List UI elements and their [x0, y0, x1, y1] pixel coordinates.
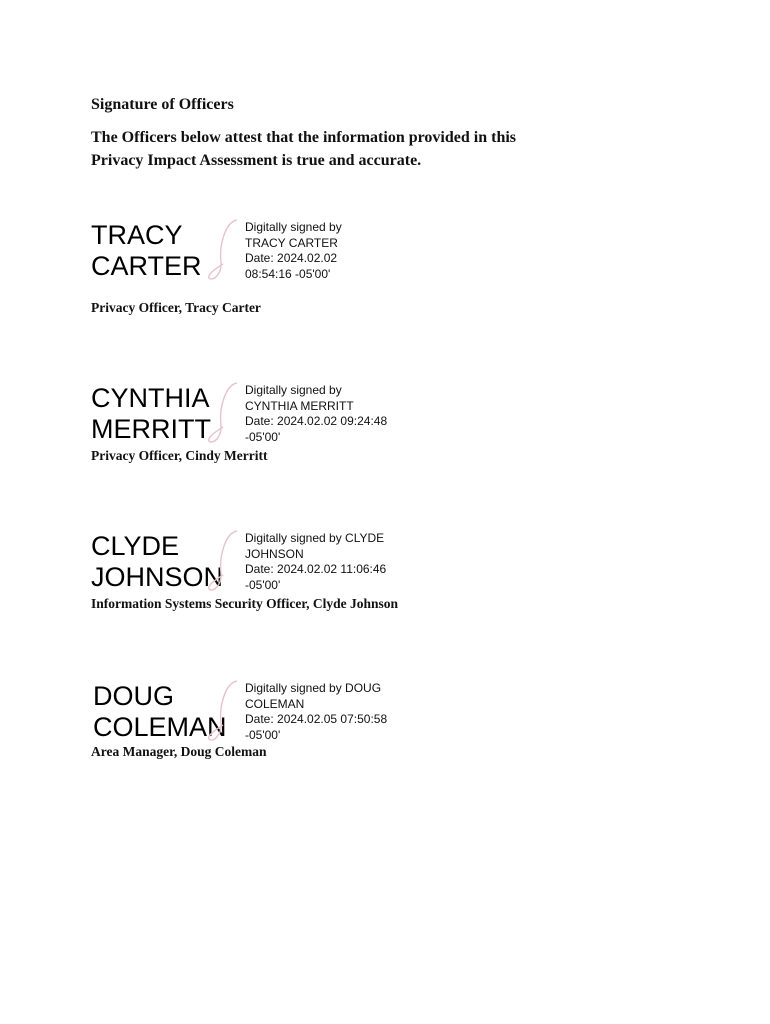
signature-details [245, 531, 386, 593]
signature-block-tracy-carter [91, 220, 551, 310]
signer-name [91, 383, 211, 445]
signature-detail-line: Date: 2024.02.02 11:06:46 [245, 562, 387, 576]
signer-title-caption: Area Manager, Doug Coleman [91, 744, 267, 759]
signer-name-line: COLEMAN [93, 712, 227, 742]
digital-signature-mark-icon [207, 527, 243, 597]
signature-detail-line: -05'00' [245, 727, 281, 742]
section-title: Signature of Officers [91, 96, 234, 113]
signature-detail-line: CYNTHIA MERRITT [245, 398, 354, 413]
signature-detail-line: Date: 2024.02.02 09:24:48 [245, 414, 388, 428]
signer-name-line: DOUG [93, 681, 174, 711]
signature-detail-line: COLEMAN [245, 696, 305, 711]
signature-detail-line: Digitally signed by [245, 383, 342, 397]
signer-title-caption: Information Systems Security Officer, Clyde Johnson [91, 596, 398, 611]
signer-name [91, 220, 202, 282]
signer-name-line: MERRITT [91, 414, 211, 444]
signer-name-line: CLYDE [91, 531, 180, 561]
intro-line: Privacy Impact Assessment is true and accurate. [91, 152, 422, 169]
signature-detail-line: JOHNSON [245, 546, 304, 561]
signature-detail-line: 08:54:16 -05'00' [245, 266, 331, 281]
signature-detail-line: Date: 2024.02.02 [245, 251, 338, 265]
signer-title-caption: Privacy Officer, Cindy Merritt [91, 448, 268, 463]
signer-title-caption: Privacy Officer, Tracy Carter [91, 300, 261, 315]
signer-name-line: TRACY [91, 220, 183, 250]
signature-details [245, 220, 342, 282]
digital-signature-mark-icon [207, 677, 243, 747]
signature-detail-line: -05'00' [245, 577, 281, 592]
signature-details [245, 383, 387, 445]
intro-line: The Officers below attest that the information provided in this [91, 129, 517, 146]
signature-detail-line: Date: 2024.02.05 07:50:58 [245, 712, 388, 726]
signer-name [91, 531, 223, 593]
signature-detail-line: Digitally signed by DOUG [245, 681, 382, 695]
signer-name-line: JOHNSON [91, 562, 224, 592]
digital-signature-mark-icon [207, 379, 243, 449]
signer-name-line: CARTER [91, 251, 202, 281]
signature-detail-line: TRACY CARTER [245, 235, 338, 250]
signature-details [245, 681, 387, 743]
digital-signature-mark-icon [207, 216, 243, 286]
signer-name-line: CYNTHIA [91, 383, 210, 413]
signature-detail-line: -05'00' [245, 429, 281, 444]
signature-detail-line: Digitally signed by CLYDE [245, 531, 385, 545]
signature-detail-line: Digitally signed by [245, 220, 342, 234]
